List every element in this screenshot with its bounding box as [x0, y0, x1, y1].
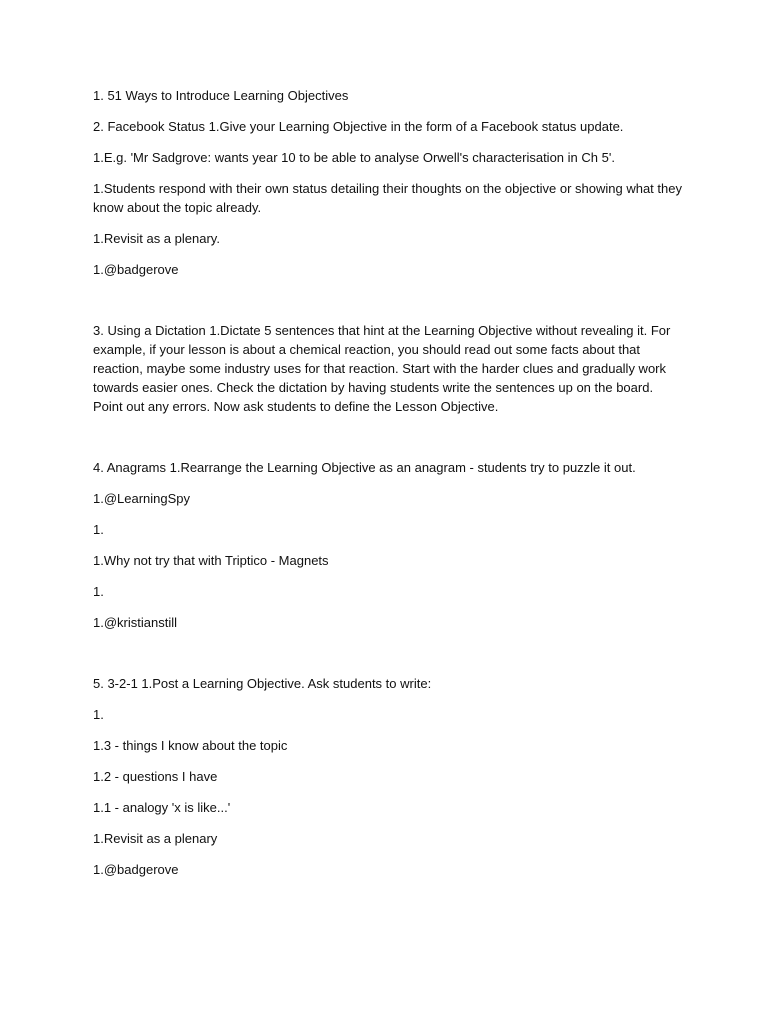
paragraph: 1.@LearningSpy [93, 491, 191, 506]
paragraph: 1.Revisit as a plenary [93, 831, 218, 846]
paragraph: 1.2 - questions I have [93, 769, 218, 784]
paragraph: 1. [93, 584, 104, 599]
paragraph: 1.@badgerove [93, 862, 179, 877]
paragraph: 2. Facebook Status 1.Give your Learning Objective in the form of a Facebook status update. [93, 119, 624, 134]
paragraph: 1.@kristianstill [93, 615, 177, 630]
paragraph: 1.Revisit as a plenary. [93, 231, 220, 246]
paragraph: 1.1 - analogy 'x is like...' [93, 800, 231, 815]
paragraph: 1.E.g. 'Mr Sadgrove: wants year 10 to be able to analyse Orwell's characterisation in Ch 5'. [93, 150, 615, 165]
paragraph: 1.@badgerove [93, 262, 179, 277]
paragraph: 1.3 - things I know about the topic [93, 738, 288, 753]
paragraph: 1.Why not try that with Triptico - Magnets [93, 553, 329, 568]
section-spacer [93, 428, 683, 458]
paragraph: 4. Anagrams 1.Rearrange the Learning Objective as an anagram - students try to puzzle it out. [93, 460, 636, 475]
paragraph: 1. [93, 707, 104, 722]
paragraph: 3. Using a Dictation 1.Dictate 5 sentences that hint at the Learning Objective without revealing it. For example, if your lesson is about a chemical reaction, you should read out some facts about that reaction, maybe some industry uses for that reaction. Start with the harder clues and gradually work towards easier ones. Check the dictation by having students write the sentences up on the board. Point out any errors. Now ask students to define the Lesson Objective. [93, 323, 671, 414]
paragraph: 1.Students respond with their own status detailing their thoughts on the objective or showing what they know about the topic already. [93, 181, 682, 215]
section-spacer [93, 291, 683, 321]
heading-line: 1. 51 Ways to Introduce Learning Objectives [93, 88, 349, 103]
paragraph: 5. 3-2-1 1.Post a Learning Objective. Ask students to write: [93, 676, 432, 691]
document-body [93, 86, 683, 891]
paragraph: 1. [93, 522, 104, 537]
section-spacer [93, 644, 683, 674]
